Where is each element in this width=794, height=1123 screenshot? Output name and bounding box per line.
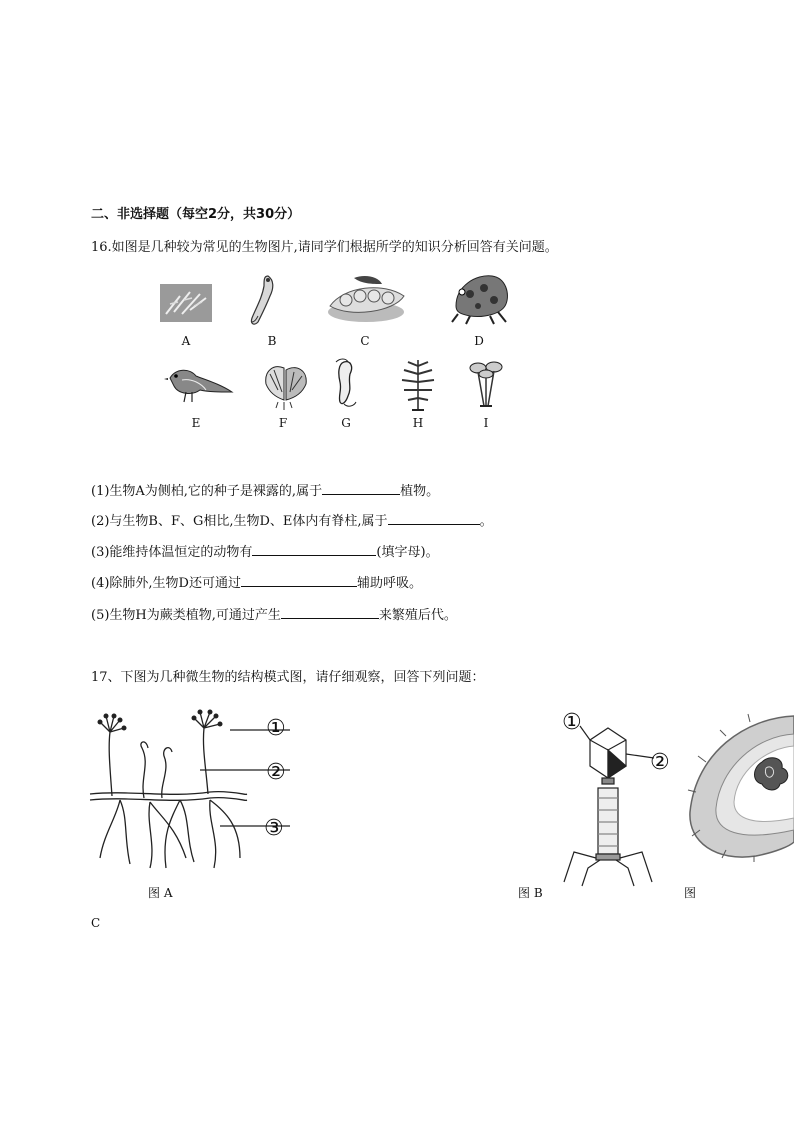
question-16-1-tail: 植物。 — [400, 484, 440, 499]
organism-f-image — [258, 360, 312, 410]
organism-c-image — [324, 272, 408, 326]
question-16-2-tail: 。 — [479, 514, 493, 529]
organism-label-d: D — [474, 334, 484, 348]
answer-blank-16-3[interactable] — [252, 543, 376, 556]
figure-a-mark-1: ① — [266, 716, 286, 741]
figure-c-caption: 图 — [684, 886, 697, 900]
answer-blank-16-4[interactable] — [241, 574, 357, 587]
organism-label-c: C — [360, 334, 370, 348]
question-16-3-text: (3)能维持体温恒定的动物有 — [91, 545, 253, 560]
question-16-3 — [91, 541, 439, 560]
organism-h-image — [398, 354, 438, 412]
answer-blank-16-1[interactable] — [322, 482, 400, 495]
figure-b-mark-1: ① — [562, 710, 582, 735]
organism-label-i: I — [483, 416, 489, 430]
section-heading: 二、非选择题（每空2分，共30分） — [91, 207, 301, 222]
question-17-stem: 17、下图为几种微生物的结构模式图，请仔细观察，回答下列问题： — [91, 670, 485, 685]
figure-c-caption-wrap: C — [91, 916, 101, 930]
question-16-4-text: (4)除肺外,生物D还可通过 — [91, 576, 241, 591]
organism-a-image — [160, 284, 212, 322]
question-16-stem: 16.如图是几种较为常见的生物图片,请同学们根据所学的知识分析回答有关问题。 — [91, 240, 558, 255]
question-16-5-text: (5)生物H为蕨类植物,可通过产生 — [91, 608, 281, 623]
question-16-5-tail: 来繁殖后代。 — [378, 608, 457, 623]
organism-g-image — [330, 356, 364, 412]
organism-label-a: A — [181, 334, 191, 348]
figure-a-mark-2: ② — [266, 760, 286, 785]
organism-e-image — [162, 362, 234, 408]
figure-b-mark-2: ② — [650, 750, 670, 775]
figure-c-bacterium-diagram — [686, 712, 794, 862]
question-16-2-text: (2)与生物B、F、G相比,生物D、E体内有脊柱,属于 — [91, 514, 388, 529]
organism-label-e: E — [191, 416, 201, 430]
figure-a-caption: 图 A — [148, 886, 173, 900]
organism-label-b: B — [267, 334, 277, 348]
question-16-2 — [91, 510, 493, 529]
organism-label-h: H — [412, 416, 424, 430]
organism-d-image — [450, 268, 512, 326]
answer-blank-16-2[interactable] — [388, 512, 480, 525]
organism-i-image — [466, 360, 506, 410]
answer-blank-16-5[interactable] — [281, 606, 379, 619]
question-16-1-text: (1)生物A为侧柏,它的种子是裸露的,属于 — [91, 484, 323, 499]
question-16-1 — [91, 480, 439, 499]
figure-b-caption: 图 B — [518, 886, 543, 900]
question-16-4 — [91, 572, 422, 591]
question-16-5 — [91, 604, 457, 623]
organism-label-f: F — [278, 416, 288, 430]
figure-a-mark-3: ③ — [264, 816, 284, 841]
question-16-3-tail: (填字母)。 — [376, 545, 439, 560]
organism-b-image — [248, 272, 284, 328]
organism-label-g: G — [341, 416, 351, 430]
question-16-4-tail: 辅助呼吸。 — [356, 576, 422, 591]
